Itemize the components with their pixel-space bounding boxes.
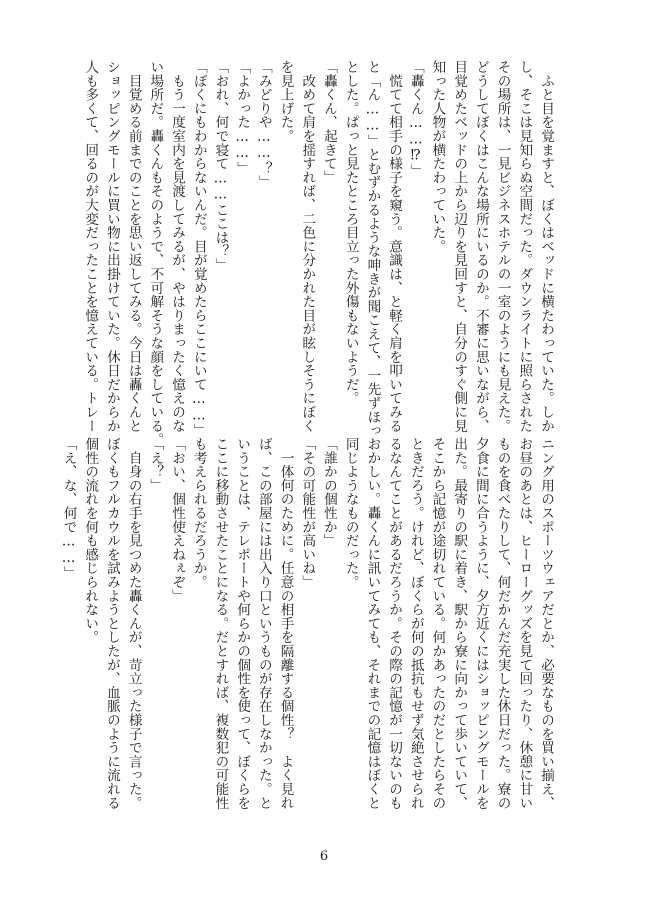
text-line: 「轟くん……⁉」 — [407, 60, 424, 178]
text-line: 出た。最寄りの駅に着き、駅から寮に向かって歩いていて、 — [451, 437, 468, 810]
text-line: おかしい。轟くんに訊いてみても、それまでの記憶はぼくと — [364, 437, 381, 810]
text-line: 「ぼくにもわからないんだ。目が覚めたらここにいて……」 — [190, 60, 207, 438]
text-line: ここに移動させたことになる。だとすれば、複数犯の可能性 — [212, 437, 229, 810]
text-line: 「轟くん、起きて」 — [320, 60, 337, 185]
text-line: と「ん……」とむずかるような呻きが聞こえて、一先ずほっ — [364, 60, 381, 438]
text-line: ば、この部屋には出入り口というものが存在しなかった。と — [255, 437, 272, 810]
lower-text-block — [60, 437, 556, 815]
text-line: 一体何のために。任意の相手を隔離する個性？ よく見れ — [277, 437, 294, 810]
text-line: い場所だ。轟くんもそのようで、不可解そうな顔をしている。 — [147, 60, 164, 447]
text-line: 「その可能性が高いね」 — [299, 437, 316, 589]
text-line: とした。ぱっと見たところ目立った外傷もないようだ。 — [342, 60, 359, 405]
text-line: 目覚める前までのことを思い返してみる。今日は轟くんと — [125, 60, 142, 433]
text-line: 「よかった……」 — [234, 60, 251, 176]
text-line: 同じようなものだった。 — [342, 437, 359, 589]
text-line: いうことは、テレポートや何らかの個性を使って、ぼくらを — [234, 437, 251, 810]
text-line: 「おい、個性使えねぇぞ」 — [169, 437, 186, 603]
text-line: るなんてことがあるだろうか。その際の記憶が一切ないのも — [386, 437, 403, 810]
text-line: ものを食べたりして、何だかんだ充実した休日だった。寮の — [494, 437, 511, 810]
text-line: 「え、な、何で……」 — [60, 437, 77, 580]
text-line: 夕食に間に合うように、夕方近くにはショッピングモールを — [472, 437, 489, 810]
text-line: 慌てて相手の様子を窺う。意識は、と軽く肩を叩いてみる — [386, 60, 403, 433]
page-number: 6 — [319, 849, 329, 864]
text-line: ふと目を覚ますと、ぼくはベッドに横たわっていた。しか — [538, 60, 554, 433]
text-line: どうしてぼくはこんな場所にいるのか。不審に思いながら、 — [472, 60, 489, 433]
text-line: そこから記憶が途切れている。何かあったのだとしたらその — [429, 437, 446, 810]
text-line: 「え？」 — [147, 437, 164, 493]
text-line: ときだろう。けれど、ぼくらが何の抵抗もせず気絶させられ — [407, 437, 424, 810]
text-line: し、そこは見知らぬ空間だった。ダウンライトに照らされた — [516, 60, 533, 433]
upper-text-block — [56, 60, 556, 447]
text-line: 目覚めたベッドの上から辺りを見回すと、自分のすぐ側に見 — [451, 60, 468, 433]
text-line: もう一度室内を見渡してみるが、やはりまったく憶えのな — [169, 60, 186, 433]
text-line: 個性の流れを何も感じられない。 — [82, 437, 99, 644]
text-line: 「誰かの個性か」 — [320, 437, 337, 548]
text-line: 「みどりや……？」 — [255, 60, 272, 189]
text-line: 改めて肩を揺すれば、二色に分かれた目が眩しそうにぼく — [299, 60, 316, 433]
text-line: も考えられるだろうか。 — [190, 437, 207, 589]
text-line: お昼のあとは、ヒーローグッズを見て回ったり、休憩に甘い — [516, 437, 533, 810]
text-line: ぼくもフルカウルを試みようとしたが、血脈のように流れる — [103, 437, 120, 810]
text-line: ショッピングモールに買い物に出掛けていた。休日だからか — [103, 60, 120, 433]
text-line: ニング用のスポーツウェアだとか、必要なものを買い揃え、 — [538, 437, 554, 810]
text-line: 「おれ、何で寝て……ここは？」 — [212, 60, 229, 272]
text-line: 人も多くて、回るのが大変だったことを憶えている。トレー — [82, 60, 99, 433]
text-line: 知った人物が横たわっていた。 — [429, 60, 446, 254]
text-line: その場所は、一見ビジネスホテルの一室のようにも見えた。 — [494, 60, 511, 433]
text-line: を見上げた。 — [277, 60, 294, 143]
text-line: 自身の右手を見つめた轟くんが、苛立った様子で言った。 — [125, 437, 142, 810]
